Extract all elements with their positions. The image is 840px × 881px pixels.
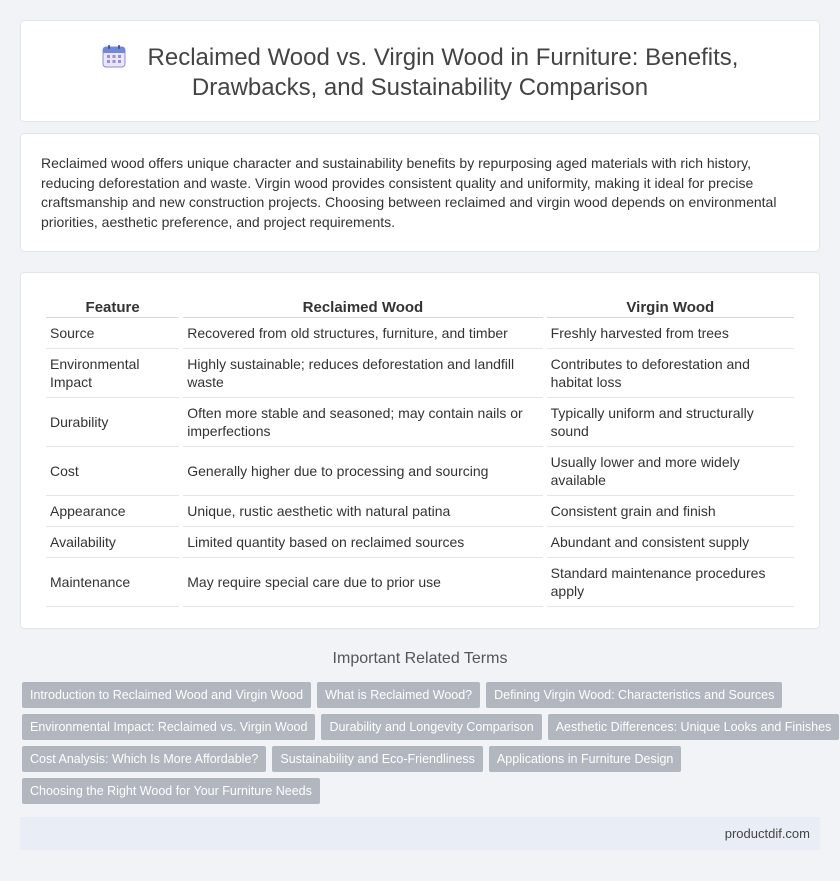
cell-feature: Availability [46,527,179,558]
title-line-1: Reclaimed Wood vs. Virgin Wood in Furniture: Benefits, [147,44,739,71]
tag-link[interactable]: Cost Analysis: Which Is More Affordable? [22,746,266,772]
intro-text: Reclaimed wood offers unique character and sustainability benefits by repurposing aged materials with rich history, reducing deforestation and waste. Virgin wood provides consistent quality and uniformity, making it ideal for precise craftsmanship and new construction projects. Choosing between reclaimed and virgin wood depends on environmental priorities, aesthetic preference, and project requirements. [41,155,777,230]
table-row [46,527,794,558]
title-line-2: Drawbacks, and Sustainability Comparison [191,74,649,101]
cell-virgin: Contributes to deforestation and habitat loss [547,349,794,398]
header-virgin: Virgin Wood [547,295,794,318]
cell-feature: Cost [46,447,179,496]
cell-feature: Environmental Impact [46,349,179,398]
intro-card [20,133,820,252]
cell-reclaimed: Recovered from old structures, furniture, and timber [183,318,542,349]
table-row [46,318,794,349]
cell-reclaimed: Generally higher due to processing and sourcing [183,447,542,496]
tag-link[interactable]: Sustainability and Eco-Friendliness [272,746,483,772]
cell-virgin: Standard maintenance procedures apply [547,558,794,607]
header-reclaimed: Reclaimed Wood [183,295,542,318]
table-header-row [46,295,794,318]
related-terms-heading: Important Related Terms [332,650,508,667]
calendar-icon [102,44,126,68]
page-title [21,43,819,103]
cell-virgin: Typically uniform and structurally sound [547,398,794,447]
header-feature: Feature [46,295,179,318]
title-card [20,20,820,122]
cell-reclaimed: May require special care due to prior use [183,558,542,607]
table-row [46,398,794,447]
cell-feature: Source [46,318,179,349]
table-row [46,349,794,398]
cell-feature: Appearance [46,496,179,527]
cell-feature: Maintenance [46,558,179,607]
tag-link[interactable]: Environmental Impact: Reclaimed vs. Virgin Wood [22,714,315,740]
footer-site[interactable]: productdif.com [724,826,810,841]
table-row [46,447,794,496]
tag-link[interactable]: Introduction to Reclaimed Wood and Virgin Wood [22,682,311,708]
cell-feature: Durability [46,398,179,447]
tag-link[interactable]: What is Reclaimed Wood? [317,682,480,708]
footer [20,817,820,850]
tag-link[interactable]: Durability and Longevity Comparison [321,714,541,740]
cell-virgin: Abundant and consistent supply [547,527,794,558]
comparison-table [42,295,798,607]
cell-reclaimed: Limited quantity based on reclaimed sources [183,527,542,558]
tag-link[interactable]: Aesthetic Differences: Unique Looks and Finishes [548,714,840,740]
cell-reclaimed: Unique, rustic aesthetic with natural patina [183,496,542,527]
cell-reclaimed: Often more stable and seasoned; may contain nails or imperfections [183,398,542,447]
cell-reclaimed: Highly sustainable; reduces deforestation and landfill waste [183,349,542,398]
tag-link[interactable]: Defining Virgin Wood: Characteristics and Sources [486,682,782,708]
table-row [46,558,794,607]
cell-virgin: Usually lower and more widely available [547,447,794,496]
comparison-card [20,272,820,629]
related-terms-list [22,682,832,810]
tag-link[interactable]: Choosing the Right Wood for Your Furniture Needs [22,778,320,804]
cell-virgin: Consistent grain and finish [547,496,794,527]
tag-link[interactable]: Applications in Furniture Design [489,746,681,772]
cell-virgin: Freshly harvested from trees [547,318,794,349]
table-row [46,496,794,527]
